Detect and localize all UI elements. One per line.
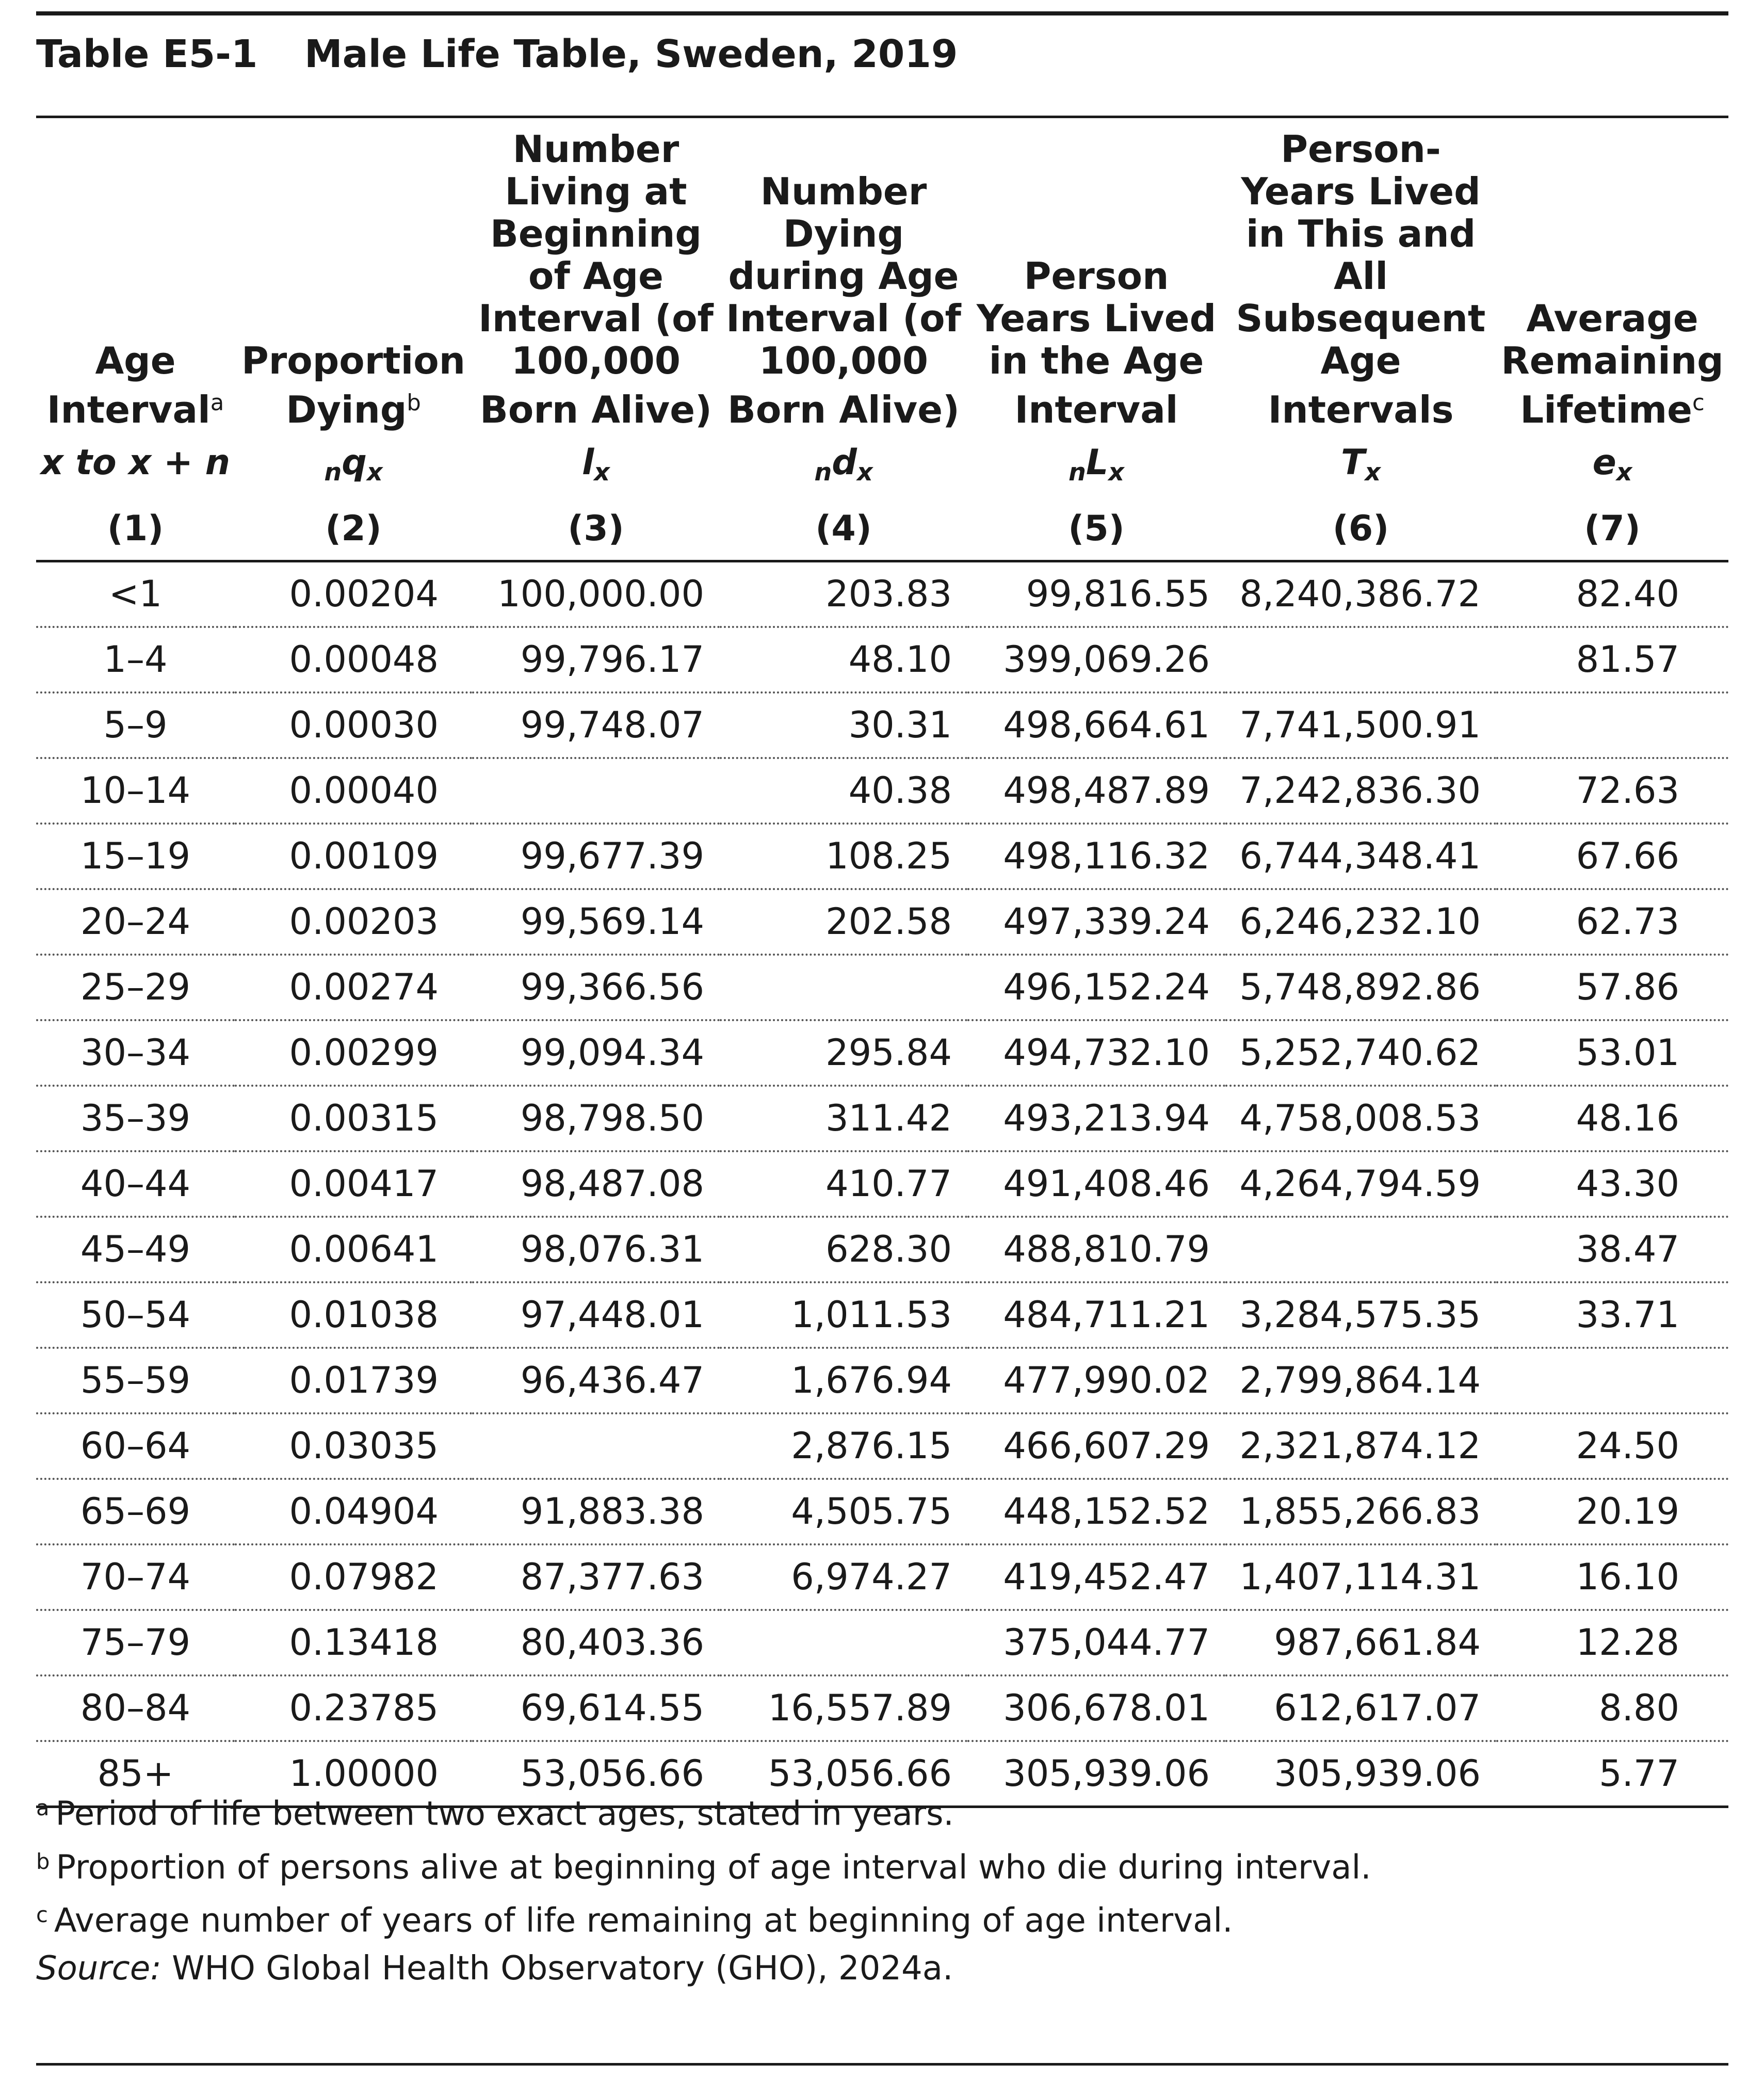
column-symbol-3 — [472, 431, 720, 498]
age-interval-cell: 5–9 — [36, 692, 235, 758]
value-cell: 98,798.50 — [472, 1086, 720, 1151]
value-cell: 987,661.84 — [1225, 1610, 1496, 1675]
table-row — [36, 1282, 1728, 1348]
table-row — [36, 1217, 1728, 1282]
value-cell: 91,883.38 — [472, 1479, 720, 1544]
age-interval-cell: 70–74 — [36, 1544, 235, 1610]
column-number-5: (5) — [967, 498, 1225, 561]
source-text: WHO Global Health Observatory (GHO), 2024a. — [161, 1949, 953, 1988]
age-interval-cell: 55–59 — [36, 1348, 235, 1413]
value-cell: 80,403.36 — [472, 1610, 720, 1675]
age-interval-cell: 25–29 — [36, 955, 235, 1020]
column-heading-5 — [967, 128, 1225, 431]
value-cell: 496,152.24 — [967, 955, 1225, 1020]
value-cell: 491,408.46 — [967, 1151, 1225, 1217]
value-cell: 2,799,864.14 — [1225, 1348, 1496, 1413]
value-cell: 62.73 — [1496, 889, 1728, 955]
symbol-subscript: x — [1365, 458, 1381, 487]
footnote-mark: c — [1692, 390, 1705, 416]
value-cell — [1225, 1217, 1496, 1282]
value-cell: 5,252,740.62 — [1225, 1020, 1496, 1086]
column-symbol-1 — [36, 431, 235, 498]
table-row — [36, 889, 1728, 955]
age-interval-cell: 40–44 — [36, 1151, 235, 1217]
age-interval-cell: 65–69 — [36, 1479, 235, 1544]
value-cell: 7,242,836.30 — [1225, 758, 1496, 824]
value-cell: 16,557.89 — [720, 1675, 967, 1741]
value-cell: 628.30 — [720, 1217, 967, 1282]
value-cell: 8.80 — [1496, 1675, 1728, 1741]
life-table-page — [36, 0, 1728, 2096]
value-cell: 24.50 — [1496, 1413, 1728, 1479]
value-cell: 1.00000 — [235, 1741, 472, 1807]
column-number-7: (7) — [1496, 498, 1728, 561]
table-row — [36, 955, 1728, 1020]
footnote-mark: b — [36, 1848, 50, 1874]
column-heading-text: Age Interval — [46, 339, 211, 431]
column-heading-text: Proportion Dying — [241, 339, 466, 431]
symbol-main: L — [1086, 442, 1109, 483]
value-cell: 498,664.61 — [967, 692, 1225, 758]
column-symbol-2 — [235, 431, 472, 498]
value-cell: 419,452.47 — [967, 1544, 1225, 1610]
value-cell: 0.23785 — [235, 1675, 472, 1741]
value-cell: 57.86 — [1496, 955, 1728, 1020]
value-cell — [720, 1610, 967, 1675]
column-symbols-row — [36, 431, 1728, 498]
column-symbol-6 — [1225, 431, 1496, 498]
value-cell: 494,732.10 — [967, 1020, 1225, 1086]
table-body — [36, 561, 1728, 1807]
value-cell: 38.47 — [1496, 1217, 1728, 1282]
column-number-4: (4) — [720, 498, 967, 561]
table-row — [36, 824, 1728, 889]
value-cell: 306,678.01 — [967, 1675, 1225, 1741]
footnote-c — [36, 1891, 1728, 1945]
value-cell: 12.28 — [1496, 1610, 1728, 1675]
age-interval-cell: 10–14 — [36, 758, 235, 824]
footnote-text: Period of life between two exact ages, stated in years. — [55, 1795, 954, 1833]
table-row — [36, 1544, 1728, 1610]
value-cell: 448,152.52 — [967, 1479, 1225, 1544]
age-interval-cell: 35–39 — [36, 1086, 235, 1151]
table-row — [36, 561, 1728, 627]
column-heading-text: Number Dying during Age Interval (of 100,000 Born Alive) — [726, 170, 961, 431]
table-row — [36, 692, 1728, 758]
value-cell: 1,676.94 — [720, 1348, 967, 1413]
column-symbol-4 — [720, 431, 967, 498]
value-cell: 6,974.27 — [720, 1544, 967, 1610]
value-cell: 99,748.07 — [472, 692, 720, 758]
value-cell: 484,711.21 — [967, 1282, 1225, 1348]
table-row — [36, 627, 1728, 692]
value-cell: 99,094.34 — [472, 1020, 720, 1086]
table-number: Table E5-1 — [36, 32, 258, 76]
value-cell: 0.13418 — [235, 1610, 472, 1675]
age-interval-cell: 20–24 — [36, 889, 235, 955]
symbol-prefix: n — [814, 458, 832, 487]
age-interval-cell: <1 — [36, 561, 235, 627]
value-cell: 0.00048 — [235, 627, 472, 692]
table-row — [36, 1151, 1728, 1217]
value-cell: 466,607.29 — [967, 1413, 1225, 1479]
value-cell: 67.66 — [1496, 824, 1728, 889]
title-rule — [36, 116, 1728, 118]
column-heading-1 — [36, 128, 235, 431]
value-cell: 99,796.17 — [472, 627, 720, 692]
value-cell: 30.31 — [720, 692, 967, 758]
column-heading-text: Person Years Lived in the Age Interval — [976, 254, 1217, 431]
footnote-mark: a — [210, 390, 224, 416]
value-cell: 4,264,794.59 — [1225, 1151, 1496, 1217]
symbol-prefix: n — [1069, 458, 1086, 487]
footnotes — [36, 1784, 1728, 1992]
column-symbol-5 — [967, 431, 1225, 498]
value-cell — [1225, 627, 1496, 692]
value-cell: 81.57 — [1496, 627, 1728, 692]
source-line — [36, 1945, 1728, 1992]
age-interval-cell: 75–79 — [36, 1610, 235, 1675]
column-number-6: (6) — [1225, 498, 1496, 561]
value-cell: 5,748,892.86 — [1225, 955, 1496, 1020]
value-cell: 1,407,114.31 — [1225, 1544, 1496, 1610]
value-cell: 375,044.77 — [967, 1610, 1225, 1675]
age-interval-cell: 60–64 — [36, 1413, 235, 1479]
value-cell: 305,939.06 — [967, 1741, 1225, 1807]
value-cell: 7,741,500.91 — [1225, 692, 1496, 758]
source-label: Source: — [36, 1949, 161, 1988]
value-cell — [1496, 692, 1728, 758]
value-cell: 0.00417 — [235, 1151, 472, 1217]
table-title-text: Male Life Table, Sweden, 2019 — [304, 32, 958, 76]
value-cell: 33.71 — [1496, 1282, 1728, 1348]
value-cell: 0.00641 — [235, 1217, 472, 1282]
value-cell: 98,487.08 — [472, 1151, 720, 1217]
value-cell: 0.00030 — [235, 692, 472, 758]
symbol-subscript: x — [1108, 458, 1124, 487]
value-cell: 295.84 — [720, 1020, 967, 1086]
value-cell: 311.42 — [720, 1086, 967, 1151]
value-cell: 82.40 — [1496, 561, 1728, 627]
value-cell: 108.25 — [720, 824, 967, 889]
value-cell: 0.00204 — [235, 561, 472, 627]
symbol-subscript: x — [594, 458, 610, 487]
value-cell: 8,240,386.72 — [1225, 561, 1496, 627]
symbol-subscript: x — [856, 458, 873, 487]
value-cell: 0.00109 — [235, 824, 472, 889]
age-interval-cell: 85+ — [36, 1741, 235, 1807]
footnote-b — [36, 1838, 1728, 1892]
value-cell: 98,076.31 — [472, 1217, 720, 1282]
value-cell: 20.19 — [1496, 1479, 1728, 1544]
life-table — [36, 128, 1728, 1808]
value-cell: 4,758,008.53 — [1225, 1086, 1496, 1151]
value-cell: 1,855,266.83 — [1225, 1479, 1496, 1544]
symbol-main: l — [581, 442, 594, 483]
value-cell: 0.00299 — [235, 1020, 472, 1086]
value-cell: 87,377.63 — [472, 1544, 720, 1610]
value-cell: 6,246,232.10 — [1225, 889, 1496, 955]
value-cell: 612,617.07 — [1225, 1675, 1496, 1741]
value-cell: 99,366.56 — [472, 955, 720, 1020]
value-cell — [472, 758, 720, 824]
value-cell: 72.63 — [1496, 758, 1728, 824]
table-row — [36, 1020, 1728, 1086]
column-heading-text: Number Living at Beginning of Age Interval (of 100,000 Born Alive) — [478, 127, 714, 431]
age-interval-cell: 45–49 — [36, 1217, 235, 1282]
value-cell: 3,284,575.35 — [1225, 1282, 1496, 1348]
value-cell: 0.00040 — [235, 758, 472, 824]
value-cell: 16.10 — [1496, 1544, 1728, 1610]
footnote-a — [36, 1784, 1728, 1838]
value-cell: 0.00203 — [235, 889, 472, 955]
table-row — [36, 1413, 1728, 1479]
table-row — [36, 1479, 1728, 1544]
value-cell: 0.01038 — [235, 1282, 472, 1348]
age-interval-cell: 30–34 — [36, 1020, 235, 1086]
footnote-text: Proportion of persons alive at beginning of age interval who die during interval. — [56, 1848, 1371, 1887]
table-row — [36, 1610, 1728, 1675]
value-cell: 410.77 — [720, 1151, 967, 1217]
column-heading-6 — [1225, 128, 1496, 431]
symbol-main: T — [1340, 442, 1365, 483]
symbol-subscript: x — [1616, 458, 1632, 487]
value-cell: 0.00315 — [235, 1086, 472, 1151]
table-row — [36, 1348, 1728, 1413]
footnote-mark: c — [36, 1902, 48, 1928]
column-heading-2 — [235, 128, 472, 431]
top-rule — [36, 11, 1728, 15]
value-cell: 53,056.66 — [472, 1741, 720, 1807]
value-cell: 69,614.55 — [472, 1675, 720, 1741]
value-cell: 48.16 — [1496, 1086, 1728, 1151]
value-cell: 1,011.53 — [720, 1282, 967, 1348]
column-heading-7 — [1496, 128, 1728, 431]
footnote-mark: a — [36, 1795, 50, 1820]
value-cell: 53,056.66 — [720, 1741, 967, 1807]
value-cell: 48.10 — [720, 627, 967, 692]
value-cell: 498,116.32 — [967, 824, 1225, 889]
column-heading-3 — [472, 128, 720, 431]
value-cell: 6,744,348.41 — [1225, 824, 1496, 889]
column-heading-text: Average Remaining Lifetime — [1501, 297, 1724, 431]
value-cell: 0.07982 — [235, 1544, 472, 1610]
value-cell: 305,939.06 — [1225, 1741, 1496, 1807]
footnote-mark: b — [407, 390, 421, 416]
value-cell: 203.83 — [720, 561, 967, 627]
value-cell: 4,505.75 — [720, 1479, 967, 1544]
value-cell: 99,677.39 — [472, 824, 720, 889]
value-cell: 97,448.01 — [472, 1282, 720, 1348]
column-number-1: (1) — [36, 498, 235, 561]
symbol-main: q — [342, 442, 367, 483]
value-cell: 5.77 — [1496, 1741, 1728, 1807]
column-number-3: (3) — [472, 498, 720, 561]
table-title — [36, 32, 958, 76]
value-cell: 498,487.89 — [967, 758, 1225, 824]
age-interval-cell: 50–54 — [36, 1282, 235, 1348]
column-heading-text: Person-Years Lived in This and All Subsequent Age Intervals — [1236, 127, 1486, 431]
value-cell: 100,000.00 — [472, 561, 720, 627]
value-cell: 43.30 — [1496, 1151, 1728, 1217]
column-heading-4 — [720, 128, 967, 431]
value-cell — [472, 1413, 720, 1479]
footnote-text: Average number of years of life remaining at beginning of age interval. — [54, 1902, 1233, 1941]
age-interval-cell: 15–19 — [36, 824, 235, 889]
column-number-2: (2) — [235, 498, 472, 561]
symbol-prefix: n — [324, 458, 342, 487]
bottom-rule — [36, 2063, 1728, 2066]
symbol-main: e — [1592, 442, 1616, 483]
value-cell: 53.01 — [1496, 1020, 1728, 1086]
table-row — [36, 1086, 1728, 1151]
value-cell: 0.03035 — [235, 1413, 472, 1479]
value-cell: 399,069.26 — [967, 627, 1225, 692]
symbol-subscript: x — [366, 458, 383, 487]
age-interval-cell: 80–84 — [36, 1675, 235, 1741]
value-cell: 99,569.14 — [472, 889, 720, 955]
symbol-main: d — [832, 442, 857, 483]
table-row — [36, 1675, 1728, 1741]
value-cell: 497,339.24 — [967, 889, 1225, 955]
column-symbol-7 — [1496, 431, 1728, 498]
value-cell: 2,876.15 — [720, 1413, 967, 1479]
column-numbers-row — [36, 498, 1728, 561]
value-cell — [1496, 1348, 1728, 1413]
value-cell — [720, 955, 967, 1020]
value-cell: 488,810.79 — [967, 1217, 1225, 1282]
table-row — [36, 758, 1728, 824]
value-cell: 202.58 — [720, 889, 967, 955]
value-cell: 99,816.55 — [967, 561, 1225, 627]
value-cell: 96,436.47 — [472, 1348, 720, 1413]
value-cell: 2,321,874.12 — [1225, 1413, 1496, 1479]
value-cell: 493,213.94 — [967, 1086, 1225, 1151]
column-headings-row — [36, 128, 1728, 431]
value-cell: 0.00274 — [235, 955, 472, 1020]
value-cell: 477,990.02 — [967, 1348, 1225, 1413]
value-cell: 0.04904 — [235, 1479, 472, 1544]
value-cell: 0.01739 — [235, 1348, 472, 1413]
value-cell: 40.38 — [720, 758, 967, 824]
symbol-main: x to x + n — [40, 442, 231, 483]
age-interval-cell: 1–4 — [36, 627, 235, 692]
